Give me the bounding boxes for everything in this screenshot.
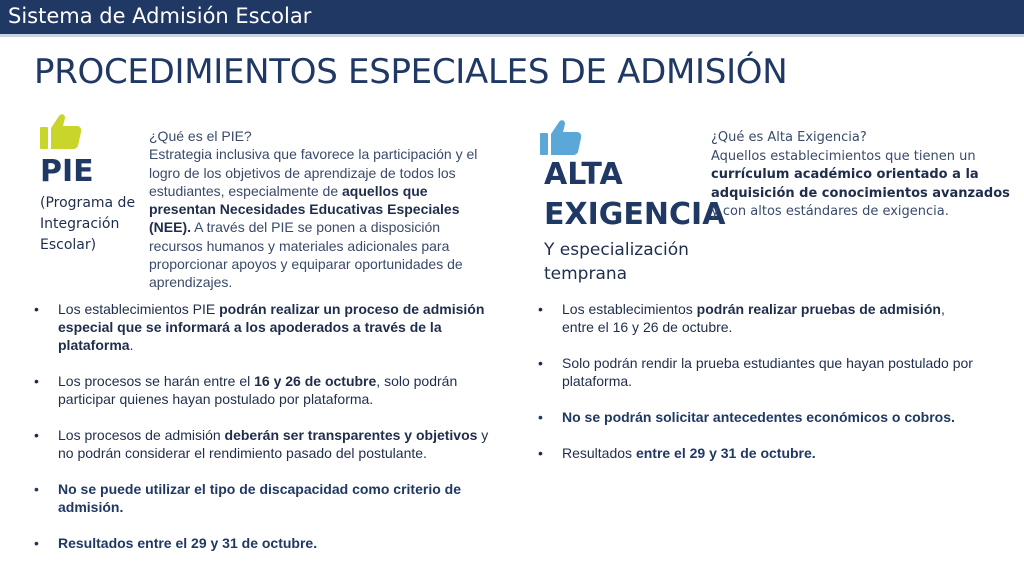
list-item: • Resultados entre el 29 y 31 de octubre. [538,444,978,462]
list-item: • No se podrán solicitar antecedentes económicos o cobros. [538,408,978,426]
list-item: • Los establecimientos PIE podrán realizar un proceso de admisión especial que se informará a los apoderados a través de la plataforma. [34,300,494,354]
pie-question: ¿Qué es el PIE? [149,128,252,144]
list-item: • Los procesos de admisión deberán ser transparentes y objetivos y no podrán considerar el rendimiento pasado del postulante. [34,426,494,462]
pie-subtitle: (Programa de Integración Escolar) [40,195,136,253]
pie-title: PIE [40,154,94,189]
alta-title-line2: EXIGENCIA [544,197,726,232]
thumbs-up-icon [540,118,582,156]
alta-definition: Aquellos establecimientos que tienen un currículum académico orientado a la adquisición de conocimientos avanzados y con altos estándares de exigencia. [711,148,1010,219]
list-item: • No se puede utilizar el tipo de discapacidad como criterio de admisión. [34,480,494,516]
pie-bullet-list [34,300,494,552]
list-item: • Los establecimientos podrán realizar pruebas de admisión, entre el 16 y 26 de octubre. [538,300,978,336]
header-bar [0,0,1024,34]
list-item: • Resultados entre el 29 y 31 de octubre. [34,534,494,552]
alta-subtitle: Y especialización temprana [544,240,689,284]
pie-description [149,127,489,292]
alta-title [544,155,725,235]
header-divider [0,34,1024,37]
alta-description [711,129,1011,222]
list-item: • Los procesos se harán entre el 16 y 26 de octubre, solo podrán participar quienes hayan postulado por plataforma. [34,372,494,408]
header-title: Sistema de Admisión Escolar [8,4,312,28]
alta-bullet-list [538,300,978,462]
list-item: • Solo podrán rendir la prueba estudiantes que hayan postulado por plataforma. [538,354,978,390]
alta-question: ¿Qué es Alta Exigencia? [711,130,867,145]
page-title: PROCEDIMIENTOS ESPECIALES DE ADMISIÓN [34,52,788,92]
thumbs-up-icon [40,112,82,150]
pie-definition: Estrategia inclusiva que favorece la participación y el logro de los objetivos de aprendizaje de todos los estudiantes, especialmente de aquellos que presentan Necesidades Educativas Especiales (NEE). A través del PIE se ponen a disposición recursos humanos y materiales adicionales para proporcionar apoyos y equiparar oportunidades de aprendizajes. [149,146,478,291]
alta-title-line1: ALTA [544,157,623,192]
